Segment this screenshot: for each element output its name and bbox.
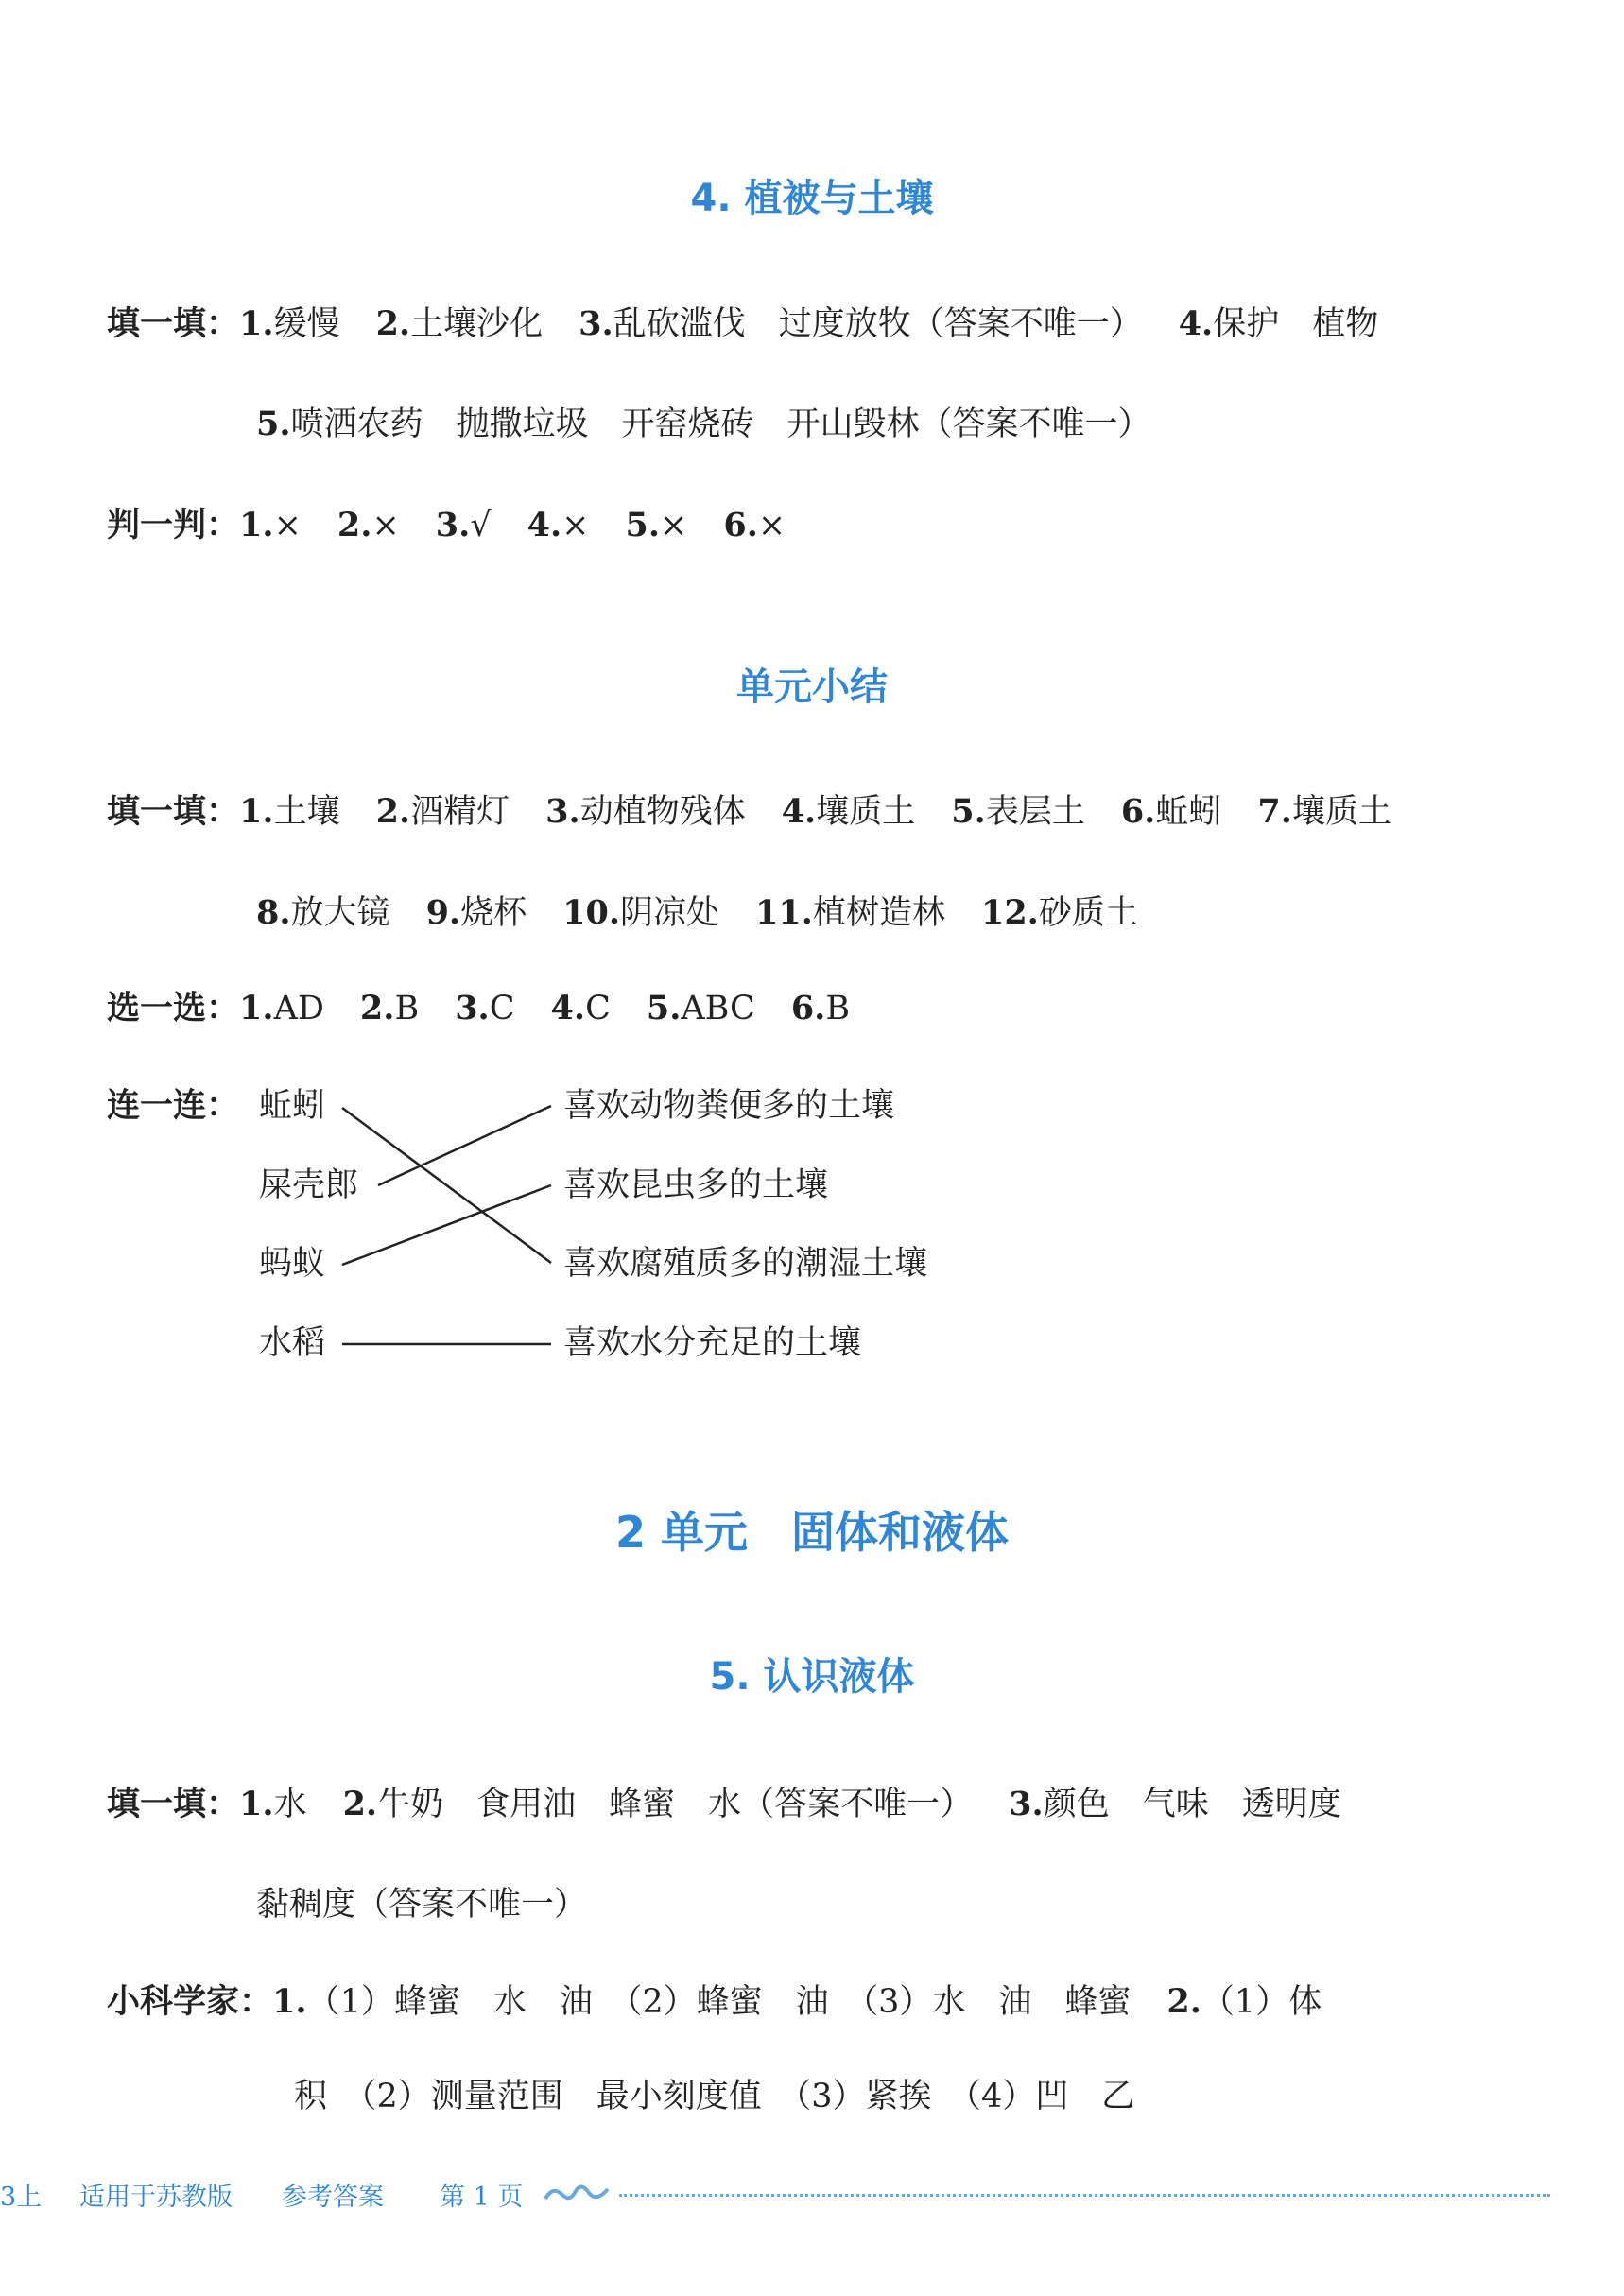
answer-number: 3. [435, 506, 471, 544]
answer-number: 2. [337, 506, 372, 544]
answer-item [294, 2078, 1134, 2115]
answer-text: 烧杯 [460, 894, 527, 932]
connect-line-ant [342, 1185, 551, 1265]
answer-number: 11. [755, 893, 813, 932]
answer-number: 6. [1120, 792, 1156, 831]
answer-item [1166, 1983, 1322, 2021]
connect-left-4: 水稻 [259, 1324, 326, 1362]
answer-number: 3. [455, 989, 490, 1027]
answer-text: 酒精灯 [410, 793, 510, 831]
s5-fill-items-1 [239, 1786, 1377, 1823]
answer-text: 壤质土 [1291, 793, 1391, 831]
answer-number: 3. [1009, 1785, 1044, 1823]
s5-scientist-items-2 [294, 2078, 1170, 2115]
answer-number: 9. [425, 893, 461, 932]
answer-number: 3. [579, 304, 613, 343]
s5-scientist-items-1 [272, 1983, 1357, 2021]
answer-text: C [585, 990, 611, 1027]
answer-text: 阴凉处 [620, 894, 720, 932]
answer-number: 1. [272, 1982, 307, 2021]
answer-text: × [757, 507, 786, 544]
answer-number: 8. [256, 893, 291, 932]
answer-number: 2. [342, 1785, 378, 1823]
answer-text: 壤质土 [816, 793, 916, 831]
answer-number: 7. [1257, 792, 1292, 831]
answer-item [272, 1983, 1131, 2021]
answer-number: 5. [646, 989, 682, 1027]
connect-left-3: 蚂蚁 [259, 1245, 326, 1283]
answer-text: × [660, 507, 688, 544]
s4-judge-label: 判一判： [107, 507, 240, 544]
answer-item [1009, 1786, 1341, 1823]
answer-item [239, 1786, 307, 1823]
answer-text: 喷洒农药 抛撒垃圾 开窑烧砖 开山毁林（答案不唯一） [290, 406, 1151, 443]
wave-icon [544, 2180, 610, 2208]
connect-left-1: 蚯蚓 [259, 1087, 326, 1125]
connect-right-3: 喜欢腐殖质多的潮湿土壤 [563, 1245, 928, 1283]
answer-number: 4. [781, 792, 817, 831]
answer-number: 2. [375, 792, 411, 831]
answer-text: AD [273, 990, 324, 1027]
answer-text: 放大镜 [290, 894, 390, 932]
answer-text: B [825, 990, 851, 1027]
answer-text: 砂质土 [1038, 894, 1138, 932]
answer-number: 5. [625, 506, 661, 544]
answer-number: 10. [562, 893, 621, 932]
answer-text: （1）体 [1201, 1983, 1322, 2021]
answer-text: 动植物残体 [579, 793, 746, 831]
answer-number: 3. [545, 792, 580, 831]
answer-text: 土壤沙化 [410, 305, 544, 343]
answer-number: 1. [239, 304, 274, 343]
answer-text: √ [470, 507, 492, 544]
answer-number: 12. [980, 893, 1039, 932]
answer-number: 1. [239, 989, 274, 1027]
answer-number: 4. [550, 989, 586, 1027]
answer-number: 2. [375, 304, 411, 343]
answer-text: 颜色 气味 透明度 [1043, 1786, 1341, 1823]
section-title-summary: 单元小结 [736, 665, 888, 709]
answer-number: 5. [951, 792, 986, 831]
connect-right-4: 喜欢水分充足的土壤 [563, 1324, 862, 1362]
connect-left-2: 屎壳郎 [259, 1166, 359, 1204]
section-title-4: 4. 植被与土壤 [690, 177, 934, 220]
answer-number: 1. [239, 792, 274, 831]
s5-scientist-label: 小科学家： [107, 1983, 273, 2021]
answer-text: 乱砍滥伐 过度放牧（答案不唯一） [613, 305, 1143, 343]
answer-text: 表层土 [985, 793, 1085, 831]
answer-number: 6. [723, 506, 758, 544]
connect-line-earthworm [342, 1108, 551, 1263]
footer-page-number: 第 1 页 [440, 2183, 524, 2212]
footer-answers: 参考答案 [282, 2183, 384, 2212]
page-footer [0, 2176, 1624, 2214]
answer-number: 2. [359, 989, 395, 1027]
answer-text: 黏稠度（答案不唯一） [256, 1886, 588, 1924]
answer-text: 牛奶 食用油 蜂蜜 水（答案不唯一） [377, 1786, 974, 1823]
answer-number: 1. [239, 1785, 274, 1823]
footer-dotted-rule [619, 2194, 1550, 2197]
answer-text: × [273, 507, 302, 544]
answer-number: 1. [239, 506, 274, 544]
answer-text: B [394, 990, 420, 1027]
answer-number: 2. [1166, 1982, 1201, 2021]
summary-choose-label: 选一选： [107, 990, 240, 1027]
s5-fill-items-2 [256, 1886, 623, 1924]
connect-right-1: 喜欢动物粪便多的土壤 [563, 1087, 895, 1125]
answer-number: 6. [790, 989, 826, 1027]
section-title-5: 5. 认识液体 [709, 1655, 915, 1699]
connect-line-dungbeetle [378, 1106, 551, 1185]
answer-text: （1）蜂蜜 水 油 （2）蜂蜜 油 （3）水 油 蜂蜜 [306, 1983, 1132, 2021]
unit-title-2: 2 单元 固体和液体 [614, 1507, 1010, 1558]
answer-text: × [371, 507, 400, 544]
s4-fill-label: 填一填： [107, 305, 240, 343]
answer-text: 蚯蚓 [1155, 793, 1222, 831]
s5-fill-label: 填一填： [107, 1786, 240, 1823]
answer-text: 植树造林 [812, 894, 945, 932]
answer-item [343, 1786, 974, 1823]
s5-scientist-line-2 [294, 2077, 1170, 2116]
summary-connect-label: 连一连： [107, 1087, 240, 1125]
answer-text: C [489, 990, 515, 1027]
answer-text: × [561, 507, 590, 544]
answer-item [256, 1886, 587, 1924]
answer-text: 缓慢 [273, 305, 340, 343]
answer-text: 保护 植物 [1213, 305, 1379, 343]
connect-right-2: 喜欢昆虫多的土壤 [563, 1166, 829, 1204]
answer-text: ABC [681, 990, 755, 1027]
answer-number: 4. [527, 506, 562, 544]
answer-number: 4. [1178, 304, 1214, 343]
footer-grade: 3上 [0, 2183, 43, 2212]
s5-scientist-line-1 [107, 1982, 1357, 2022]
summary-fill-label: 填一填： [107, 793, 240, 831]
s5-fill-line-1 [107, 1785, 1377, 1824]
footer-edition: 适用于苏教版 [79, 2183, 233, 2212]
answer-text: 水 [273, 1786, 307, 1823]
answer-number: 5. [256, 405, 291, 443]
answer-text: 土壤 [273, 793, 340, 831]
answer-text: 积 （2）测量范围 最小刻度值 （3）紧挨 （4）凹 乙 [294, 2078, 1135, 2115]
s5-fill-line-2 [256, 1885, 623, 1925]
